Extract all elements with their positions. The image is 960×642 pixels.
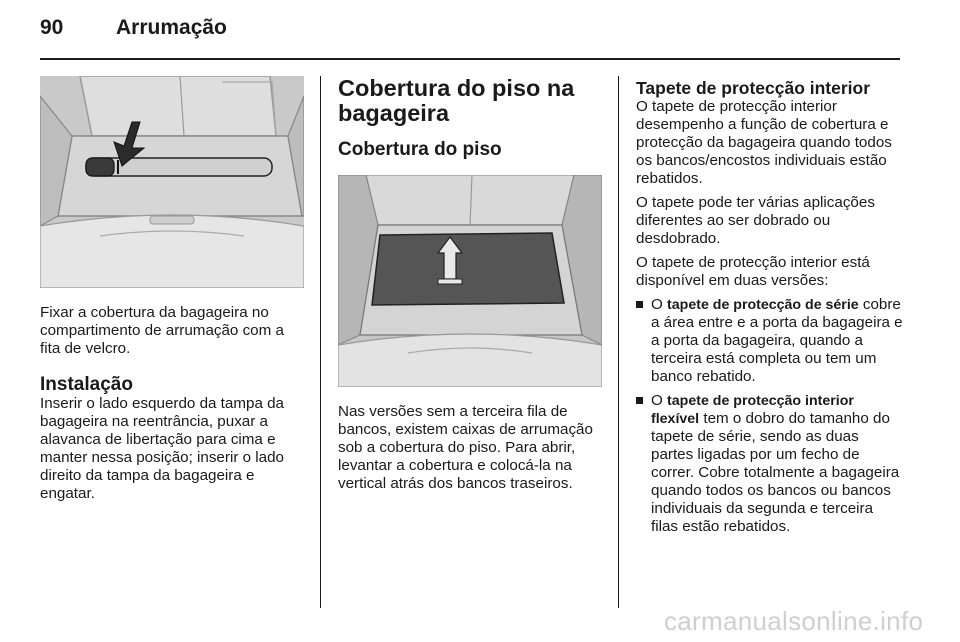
bullet-term: tapete de protecção interior flexível <box>651 393 854 427</box>
column-divider <box>618 76 619 608</box>
header-divider <box>40 58 900 60</box>
figure1-caption: Fixar a cobertura da bagageira no compartimento de arrumação com a fita de velcro. <box>40 304 284 357</box>
bullet-prefix: O <box>651 296 668 313</box>
column-left <box>40 76 304 503</box>
bullet-square-icon <box>636 397 643 404</box>
main-heading: Cobertura do piso na bagageira <box>338 75 575 126</box>
floor-cover-illustration <box>338 175 602 387</box>
bullet-term: tapete de protecção de série <box>667 297 859 313</box>
bullet-prefix: O <box>651 392 668 409</box>
page-header <box>40 16 227 46</box>
bullet-text: cobre a área entre e a porta da bagageira e a porta da bagageira, quando a terceira está completa ou tem um banco rebatido. <box>651 296 903 385</box>
column-middle <box>338 76 602 493</box>
bullet-square-icon <box>636 301 643 308</box>
mat-heading: Tapete de protecção interior <box>636 78 871 98</box>
installation-text: Inserir o lado esquerdo da tampa da bagageira na reentrância, puxar a alavanca de libertação para cima e manter nessa posição; inserir o lado direito da tampa da bagageira e engatar. <box>40 395 285 502</box>
mat-uses-text: O tapete pode ter várias aplicações diferentes ao ser dobrado ou desdobrado. <box>636 194 875 247</box>
page-number: 90 <box>40 16 64 39</box>
watermark-text: carmanualsonline.info <box>664 606 924 636</box>
installation-heading: Instalação <box>40 374 133 395</box>
luggage-cover-illustration <box>40 76 304 288</box>
mat-intro-text: O tapete de protecção interior desempenho a função de cobertura e protecção da bagageira quando todos os bancos/encostos individuais estão rebatidos. <box>636 98 892 187</box>
bullet-text: tem o dobro do tamanho do tapete de série, sendo as duas partes ligadas por um fecho de correr. Cobre totalmente a bagageira quando todos os bancos ou bancos individuais da segunda e terceira filas estão rebatidos. <box>651 410 900 535</box>
figure-luggage-cover-storage <box>40 76 304 288</box>
floor-cover-text: Nas versões sem a terceira fila de bancos, existem caixas de arrumação sob a cobertura do piso. Para abrir, levantar a cobertura e colocá-la na vertical atrás dos bancos traseiros. <box>338 403 593 492</box>
list-item <box>636 296 904 386</box>
page-title: Arrumação <box>116 16 227 39</box>
list-item <box>636 392 904 536</box>
floor-cover-subheading: Cobertura do piso <box>338 139 502 160</box>
mat-versions-text: O tapete de protecção interior está disponível em duas versões: <box>636 254 870 289</box>
figure-floor-cover <box>338 175 602 387</box>
column-right <box>636 76 904 536</box>
column-divider <box>320 76 321 608</box>
